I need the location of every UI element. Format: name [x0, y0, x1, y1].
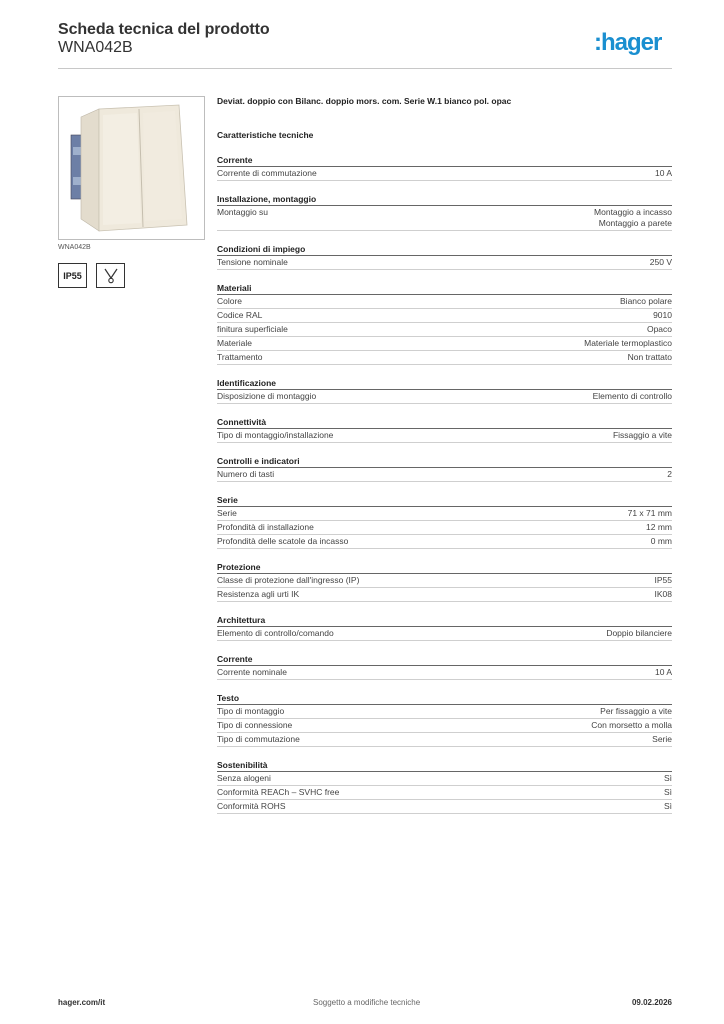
hager-logo: [594, 28, 674, 58]
product-description: Deviat. doppio con Bilanc. doppio mors. com. Serie W.1 bianco pol. opac: [217, 96, 512, 106]
spec-label: Profondità delle scatole da incasso: [217, 536, 349, 546]
spec-row: [217, 256, 672, 270]
footer-site: hager.com/it: [58, 998, 106, 1007]
spec-section: [217, 416, 672, 443]
spec-label: Trattamento: [217, 352, 263, 362]
spec-value: [591, 720, 672, 731]
spec-row: [217, 719, 672, 733]
spec-value-line: Materiale termoplastico: [584, 338, 672, 348]
spec-label: Conformità ROHS: [217, 801, 286, 811]
spec-row: [217, 309, 672, 323]
spec-row: [217, 295, 672, 309]
section-title: Condizioni di impiego: [217, 243, 672, 256]
spec-row: [217, 390, 672, 404]
spec-row: [217, 351, 672, 365]
spec-section: [217, 455, 672, 482]
spec-value-line: 71 x 71 mm: [627, 508, 672, 518]
spec-value-line: Sì: [663, 787, 672, 797]
page-title: Scheda tecnica del prodotto: [58, 21, 270, 38]
section-title: Identificazione: [217, 377, 672, 390]
spec-row: [217, 337, 672, 351]
spec-label: Resistenza agli urti IK: [217, 589, 300, 599]
section-title: Materiali: [217, 282, 672, 295]
spec-section: [217, 494, 672, 549]
spec-value: [651, 536, 672, 547]
spec-row: [217, 574, 672, 588]
section-title: Testo: [217, 692, 672, 705]
spec-label: Classe di protezione dall'ingresso (IP): [217, 575, 360, 585]
footer-date: 09.02.2026: [631, 998, 672, 1007]
spec-value-line: Doppio bilanciere: [606, 628, 672, 638]
spec-value-line: 9010: [653, 310, 672, 320]
section-title: Sostenibilità: [217, 759, 672, 772]
spec-value: [628, 352, 672, 363]
spec-section: [217, 759, 672, 814]
spec-value: [655, 589, 673, 600]
spec-value-line: Montaggio a parete: [598, 218, 672, 228]
spec-value-line: Fissaggio a vite: [612, 430, 672, 440]
spec-section: [217, 377, 672, 404]
spec-value: [650, 257, 672, 268]
section-title: Controlli e indicatori: [217, 455, 672, 468]
spec-value-line: Sì: [663, 773, 672, 783]
spec-label: Elemento di controllo/comando: [217, 628, 334, 638]
spec-value: [664, 801, 672, 812]
spec-value-line: 12 mm: [646, 522, 672, 532]
spec-label: Conformità REACh – SVHC free: [217, 787, 340, 797]
spec-section: [217, 193, 672, 231]
spec-value-line: 0 mm: [650, 536, 672, 546]
spec-value-line: IP55: [654, 575, 672, 585]
spec-label: Numero di tasti: [217, 469, 275, 479]
spec-section: [217, 243, 672, 270]
spec-label: Colore: [217, 296, 243, 306]
spec-row: [217, 468, 672, 482]
spec-value-line: Serie: [652, 734, 672, 744]
spec-value-line: Elemento di controllo: [592, 391, 672, 401]
spec-value-line: 250 V: [649, 257, 672, 267]
spec-label: Codice RAL: [217, 310, 263, 320]
spec-section: [217, 614, 672, 641]
spec-value: [584, 338, 672, 349]
ip-rating-badge: IP55: [58, 263, 87, 288]
section-title: Protezione: [217, 561, 672, 574]
spec-value: [664, 787, 672, 798]
spec-label: Tipo di commutazione: [217, 734, 300, 744]
spec-row: [217, 429, 672, 443]
spec-sections: [217, 154, 672, 826]
spec-label: Serie: [217, 508, 237, 518]
spec-row: [217, 507, 672, 521]
svg-text::hager: :hager: [594, 29, 662, 56]
spec-label: Disposizione di montaggio: [217, 391, 317, 401]
spec-row: [217, 733, 672, 747]
spec-label: finitura superficiale: [217, 324, 288, 334]
spec-section: [217, 561, 672, 602]
spec-value: [606, 628, 672, 639]
spec-value: [620, 296, 672, 307]
spec-value: [647, 324, 672, 335]
spec-value-line: Opaco: [646, 324, 672, 334]
spec-row: [217, 772, 672, 786]
spec-value: [646, 522, 672, 533]
spec-row: [217, 535, 672, 549]
spec-value-line: IK08: [654, 589, 672, 599]
spec-value: [594, 207, 672, 229]
product-code: WNA042B: [58, 39, 133, 56]
section-title: Installazione, montaggio: [217, 193, 672, 206]
footer-note: Soggetto a modifiche tecniche: [313, 998, 421, 1007]
header-divider: [58, 68, 672, 69]
spec-row: [217, 167, 672, 181]
spec-value: [613, 430, 672, 441]
spec-value: [653, 310, 672, 321]
spec-value-line: Bianco polare: [620, 296, 672, 306]
image-caption: WNA042B: [58, 244, 91, 251]
spec-value-line: Con morsetto a molla: [591, 720, 672, 730]
spec-value: [655, 667, 672, 678]
section-title: Serie: [217, 494, 672, 507]
spec-label: Materiale: [217, 338, 252, 348]
switch-symbol-icon: [96, 263, 125, 288]
spec-row: [217, 627, 672, 641]
spec-value-line: Non trattato: [627, 352, 672, 362]
section-title: Architettura: [217, 614, 672, 627]
spec-label: Corrente di commutazione: [217, 168, 317, 178]
spec-value: [667, 469, 672, 480]
spec-row: [217, 705, 672, 719]
spec-row: [217, 521, 672, 535]
spec-section: [217, 653, 672, 680]
spec-value-line: Sì: [663, 801, 672, 811]
spec-row: [217, 206, 672, 231]
spec-value-line: Per fissaggio a vite: [600, 706, 672, 716]
spec-label: Corrente nominale: [217, 667, 287, 677]
spec-label: Tensione nominale: [217, 257, 288, 267]
spec-value: [628, 508, 672, 519]
spec-section: [217, 692, 672, 747]
spec-row: [217, 800, 672, 814]
spec-value-line: 2: [667, 469, 672, 479]
spec-section: [217, 154, 672, 181]
spec-row: [217, 666, 672, 680]
spec-value: [655, 575, 673, 586]
spec-value: [664, 773, 672, 784]
spec-label: Senza alogeni: [217, 773, 271, 783]
product-image: [58, 96, 205, 240]
section-title: Corrente: [217, 154, 672, 167]
spec-value: [593, 391, 672, 402]
spec-label: Tipo di montaggio/installazione: [217, 430, 334, 440]
spec-row: [217, 588, 672, 602]
spec-label: Tipo di montaggio: [217, 706, 285, 716]
spec-section: [217, 282, 672, 365]
spec-label: Tipo di connessione: [217, 720, 293, 730]
spec-value: [652, 734, 672, 745]
spec-value-line: 10 A: [654, 667, 672, 677]
spec-row: [217, 786, 672, 800]
section-title: Connettività: [217, 416, 672, 429]
spec-label: Profondità di installazione: [217, 522, 314, 532]
spec-label: Montaggio su: [217, 207, 269, 217]
section-title: Corrente: [217, 653, 672, 666]
spec-row: [217, 323, 672, 337]
spec-value-line: 10 A: [654, 168, 672, 178]
spec-value: [655, 168, 672, 179]
characteristics-heading: Caratteristiche tecniche: [217, 130, 314, 140]
spec-value: [600, 706, 672, 717]
spec-value-line: Montaggio a incasso: [594, 207, 672, 217]
